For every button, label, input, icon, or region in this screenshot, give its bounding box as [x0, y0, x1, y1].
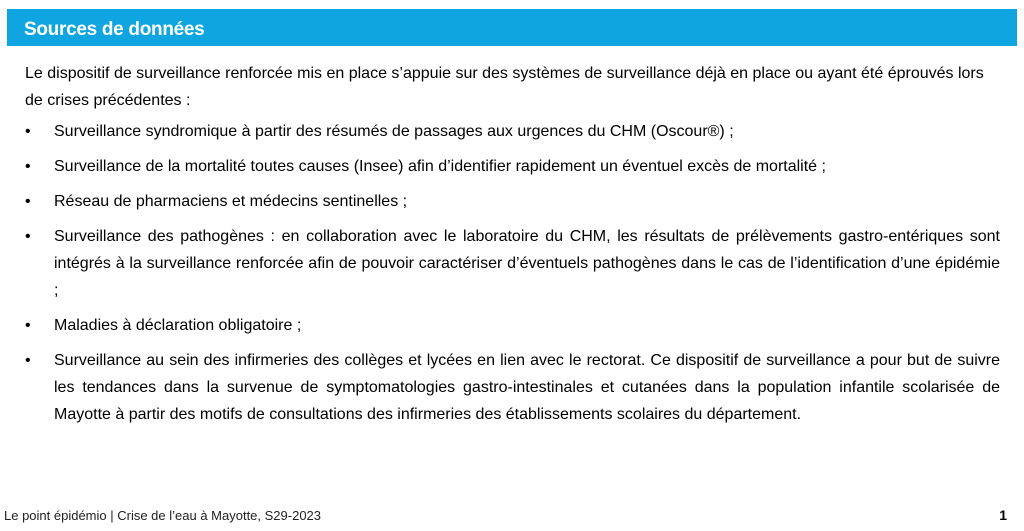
list-item-text: Maladies à déclaration obligatoire ; — [54, 317, 302, 334]
list-item — [25, 347, 1000, 428]
list-item — [25, 188, 1000, 215]
list-item-text: Surveillance des pathogènes : en collaboration avec le laboratoire du CHM, les résultats de prélèvements gastro-entériques sont intégrés à la surveillance renforcée afin de pouvoir caractériser d’éventuels pathogènes dans le cas de l’identification d’une épidémie ; — [54, 228, 1000, 299]
list-item-text: Surveillance de la mortalité toutes causes (Insee) afin d’identifier rapidement un éventuel excès de mortalité ; — [54, 158, 826, 175]
list-item-text: Surveillance syndromique à partir des résumés de passages aux urgences du CHM (Oscour®) ; — [54, 123, 734, 140]
intro-paragraph: Le dispositif de surveillance renforcée mis en place s’appuie sur des systèmes de surveillance déjà en place ou ayant été éprouvés lors de crises précédentes : — [25, 65, 984, 109]
bullet-icon: • — [25, 317, 31, 334]
bullet-icon: • — [25, 228, 31, 245]
bullet-icon: • — [25, 193, 31, 210]
list-item-text: Surveillance au sein des infirmeries des collèges et lycées en lien avec le rectorat. Ce dispositif de surveillance a pour but de suivre les tendances dans la survenue de symptomatologies gastro-intestinales et cutanées dans la population infantile scolarisée de Mayotte à partir des motifs de consultations des infirmeries des établissements scolaires du département. — [54, 352, 1000, 423]
footer-text: Le point épidémio | Crise de l’eau à Mayotte, S29-2023 — [4, 508, 322, 523]
list-item — [25, 153, 1000, 180]
section-header — [7, 9, 1017, 46]
bullet-icon: • — [25, 123, 31, 140]
data-sources-list — [25, 118, 1000, 436]
page-number: 1 — [999, 507, 1007, 523]
bullet-icon: • — [25, 158, 31, 175]
list-item — [25, 118, 1000, 145]
list-item-text: Réseau de pharmaciens et médecins sentinelles ; — [54, 193, 408, 210]
list-item — [25, 223, 1000, 304]
section-title: Sources de données — [24, 19, 205, 40]
list-item — [25, 312, 1000, 339]
bullet-icon: • — [25, 352, 31, 369]
